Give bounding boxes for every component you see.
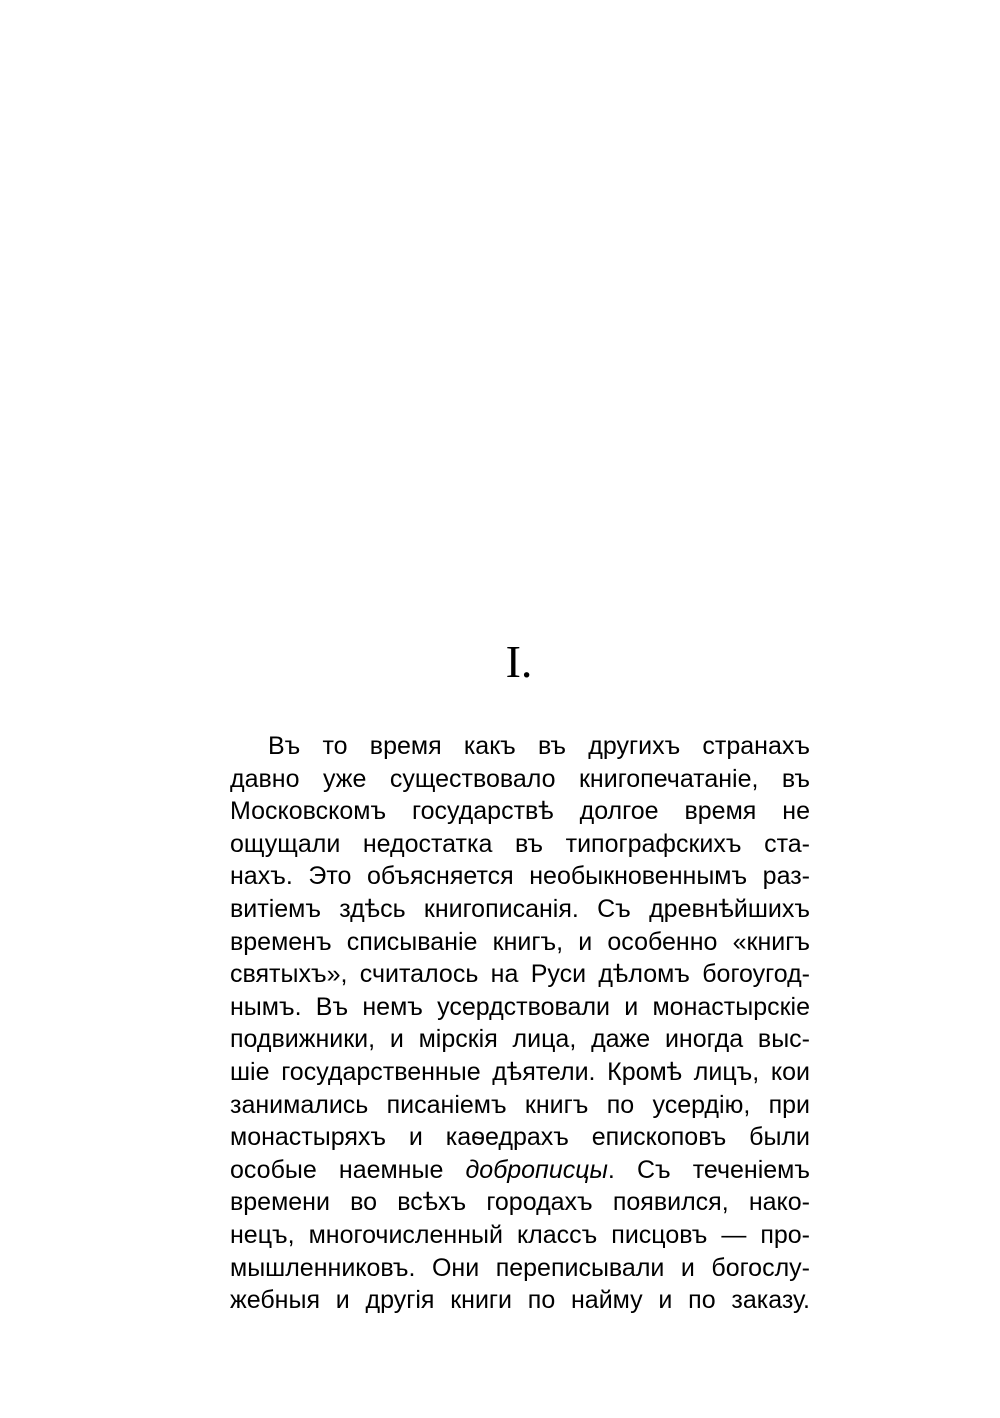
text-line: жебныя и другія книги по найму и по заказу. — [230, 1286, 810, 1315]
body-paragraph — [230, 730, 810, 1317]
text-line: нымъ. Въ немъ усердствовали и монастырскіе — [230, 992, 810, 1021]
text-line: Въ то время какъ въ другихъ странахъ — [268, 732, 810, 760]
text-line: шіе государственные дѣятели. Кромѣ лицъ, кои — [230, 1057, 810, 1086]
text-line: времени во всѣхъ городахъ появился, нако- — [230, 1188, 810, 1217]
text-line: нахъ. Это объясняется необыкновеннымъ раз- — [230, 862, 810, 891]
text-line: занимались писаніемъ книгъ по усердію, при — [230, 1090, 810, 1119]
text-line: ощущали недостатка въ типографскихъ ста- — [230, 829, 810, 858]
text-line: подвижники, и мірскія лица, даже иногда выс- — [230, 1025, 810, 1054]
chapter-heading: I. — [505, 636, 533, 687]
text-line: мышленниковъ. Они переписывали и богослу- — [230, 1253, 810, 1282]
text-line: монастыряхъ и каѳедрахъ епископовъ были — [230, 1123, 810, 1152]
text-line: давно уже существовало книгопечатаніе, въ — [230, 764, 810, 793]
text-line: витіемъ здѣсь книгописанія. Съ древнѣйшихъ — [230, 894, 810, 923]
text-line: святыхъ», считалось на Руси дѣломъ богоугод- — [230, 960, 810, 989]
text-line: Московскомъ государствѣ долгое время не — [230, 797, 810, 826]
italic-term: доброписцы — [465, 1155, 608, 1184]
text-line: временъ списываніе книгъ, и особенно «книгъ — [230, 927, 810, 956]
text-line: нецъ, многочисленный классъ писцовъ — про- — [230, 1220, 810, 1249]
text-line: особые наемные доброписцы. Съ теченіемъ — [230, 1155, 810, 1184]
